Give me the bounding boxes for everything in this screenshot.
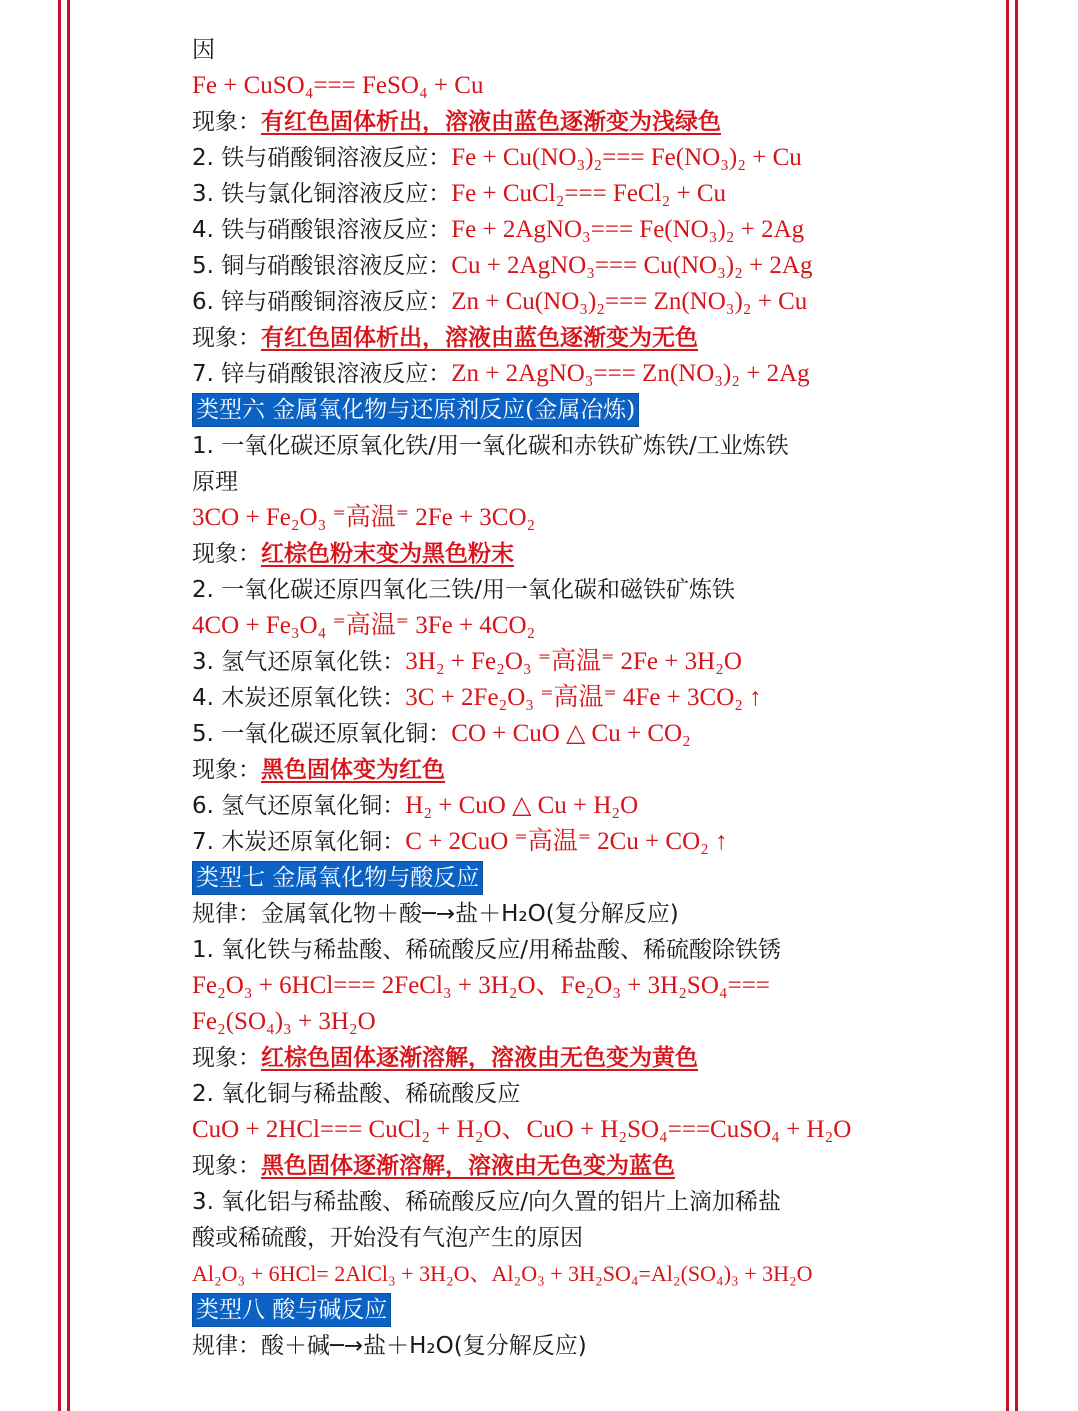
observation-label: 现象： <box>192 1153 261 1179</box>
chemical-equation: CuO + 2HCl=== CuCl₂ + H₂O、CuO + H₂SO₄===CuSO₄ + H₂O <box>192 1116 852 1143</box>
observation-line <box>192 320 992 356</box>
text-line <box>192 464 992 500</box>
equation-line <box>192 1256 992 1292</box>
chemical-equation: 3C + 2Fe₂O₃ ⁼高温⁼ 4Fe + 3CO₂ ↑ <box>405 684 762 711</box>
chemical-equation: Al₂O₃ + 6HCl= 2AlCl₃ + 3H₂O、Al₂O₃ + 3H₂SO₄=Al₂(SO₄)₃ + 3H₂O <box>192 1261 813 1286</box>
reaction-label: 7. 木炭还原氧化铜： <box>192 829 406 855</box>
text-line <box>192 896 992 932</box>
observation-text: 红棕色粉末变为黑色粉末 <box>261 541 514 567</box>
observation-label: 现象： <box>192 325 261 351</box>
chemical-equation: Cu + 2AgNO₃=== Cu(NO₃)₂ + 2Ag <box>451 252 813 279</box>
page-border-left-inner <box>67 0 70 1411</box>
chemical-equation: Fe + CuCl₂=== FeCl₂ + Cu <box>451 180 727 207</box>
text-line <box>192 428 992 464</box>
reaction-label: 6. 锌与硝酸铜溶液反应： <box>192 289 452 315</box>
equation-line <box>192 68 992 104</box>
equation-line <box>192 608 992 644</box>
text-line <box>192 32 992 68</box>
observation-line <box>192 1040 992 1076</box>
chemical-equation: C + 2CuO ⁼高温⁼ 2Cu + CO₂ ↑ <box>405 828 728 855</box>
reaction-item <box>192 680 992 716</box>
equation-line <box>192 968 992 1004</box>
chemical-equation: 3H₂ + Fe₂O₃ ⁼高温⁼ 2Fe + 3H₂O <box>405 648 742 675</box>
observation-line <box>192 752 992 788</box>
text: 因 <box>192 37 215 63</box>
reaction-label: 2. 铁与硝酸铜溶液反应： <box>192 145 452 171</box>
reaction-label: 6. 氢气还原氧化铜： <box>192 793 406 819</box>
text-line <box>192 1184 992 1220</box>
chemical-equation: 3CO + Fe₂O₃ ⁼高温⁼ 2Fe + 3CO₂ <box>192 504 536 531</box>
reaction-item <box>192 824 992 860</box>
equation-line <box>192 500 992 536</box>
text-line <box>192 1076 992 1112</box>
observation-text: 红棕色固体逐渐溶解，溶液由无色变为黄色 <box>261 1045 698 1071</box>
section-header-label: 类型八 酸与碱反应 <box>192 1293 391 1327</box>
observation-line <box>192 104 992 140</box>
section-header <box>192 392 992 428</box>
reaction-item <box>192 284 992 320</box>
chemical-equation: CO + CuO △ Cu + CO₂ <box>451 720 691 747</box>
reaction-label: 4. 铁与硝酸银溶液反应： <box>192 217 452 243</box>
chemical-equation: Fe + 2AgNO₃=== Fe(NO₃)₂ + 2Ag <box>451 216 805 243</box>
text-line <box>192 932 992 968</box>
equation-line <box>192 1112 992 1148</box>
chemical-equation: Zn + 2AgNO₃=== Zn(NO₃)₂ + 2Ag <box>451 360 810 387</box>
observation-line <box>192 1148 992 1184</box>
reaction-item <box>192 140 992 176</box>
section-header-label: 类型六 金属氧化物与还原剂反应(金属冶炼) <box>192 393 639 427</box>
chemical-equation: Fe + Cu(NO₃)₂=== Fe(NO₃)₂ + Cu <box>451 144 802 171</box>
text-line <box>192 572 992 608</box>
chemical-equation: Fe₂(SO₄)₃ + 3H₂O <box>192 1008 376 1035</box>
document-body <box>192 32 992 1364</box>
section-header <box>192 1292 992 1328</box>
page-border-right-outer <box>1015 0 1018 1411</box>
reaction-label: 3. 氢气还原氧化铁： <box>192 649 406 675</box>
text: 原理 <box>192 469 238 495</box>
page-border-left-outer <box>58 0 61 1411</box>
reaction-item <box>192 644 992 680</box>
observation-label: 现象： <box>192 109 261 135</box>
text: 规律：金属氧化物＋酸─→盐＋H₂O(复分解反应) <box>192 901 679 927</box>
section-header-label: 类型七 金属氧化物与酸反应 <box>192 861 483 895</box>
text: 酸或稀硫酸，开始没有气泡产生的原因 <box>192 1225 583 1251</box>
observation-text: 黑色固体逐渐溶解，溶液由无色变为蓝色 <box>261 1153 675 1179</box>
reaction-item <box>192 248 992 284</box>
chemical-equation: Fe₂O₃ + 6HCl=== 2FeCl₃ + 3H₂O、Fe₂O₃ + 3H₂SO₄=== <box>192 972 770 999</box>
text: 规律：酸＋碱─→盐＋H₂O(复分解反应) <box>192 1333 587 1359</box>
observation-text: 有红色固体析出，溶液由蓝色逐渐变为无色 <box>261 325 698 351</box>
chemical-equation: Fe + CuSO₄=== FeSO₄ + Cu <box>192 72 484 99</box>
chemical-equation: Zn + Cu(NO₃)₂=== Zn(NO₃)₂ + Cu <box>451 288 808 315</box>
text-line <box>192 1328 992 1364</box>
reaction-item <box>192 788 992 824</box>
reaction-label: 5. 一氧化碳还原氧化铜： <box>192 721 452 747</box>
reaction-label: 5. 铜与硝酸银溶液反应： <box>192 253 452 279</box>
text-line <box>192 1220 992 1256</box>
page-border-right-inner <box>1006 0 1009 1411</box>
text: 1. 氧化铁与稀盐酸、稀硫酸反应/用稀盐酸、稀硫酸除铁锈 <box>192 937 782 963</box>
text: 3. 氧化铝与稀盐酸、稀硫酸反应/向久置的铝片上滴加稀盐 <box>192 1189 782 1215</box>
reaction-item <box>192 356 992 392</box>
chemical-equation: H₂ + CuO △ Cu + H₂O <box>405 792 639 819</box>
reaction-label: 4. 木炭还原氧化铁： <box>192 685 406 711</box>
observation-text: 黑色固体变为红色 <box>261 757 445 783</box>
observation-label: 现象： <box>192 1045 261 1071</box>
observation-text: 有红色固体析出，溶液由蓝色逐渐变为浅绿色 <box>261 109 721 135</box>
section-header <box>192 860 992 896</box>
observation-line <box>192 536 992 572</box>
reaction-label: 3. 铁与氯化铜溶液反应： <box>192 181 452 207</box>
text: 1. 一氧化碳还原氧化铁/用一氧化碳和赤铁矿炼铁/工业炼铁 <box>192 433 789 459</box>
observation-label: 现象： <box>192 541 261 567</box>
reaction-item <box>192 176 992 212</box>
reaction-item <box>192 212 992 248</box>
observation-label: 现象： <box>192 757 261 783</box>
text: 2. 氧化铜与稀盐酸、稀硫酸反应 <box>192 1081 521 1107</box>
text: 2. 一氧化碳还原四氧化三铁/用一氧化碳和磁铁矿炼铁 <box>192 577 736 603</box>
chemical-equation: 4CO + Fe₃O₄ ⁼高温⁼ 3Fe + 4CO₂ <box>192 612 536 639</box>
reaction-label: 7. 锌与硝酸银溶液反应： <box>192 361 452 387</box>
equation-line <box>192 1004 992 1040</box>
reaction-item <box>192 716 992 752</box>
